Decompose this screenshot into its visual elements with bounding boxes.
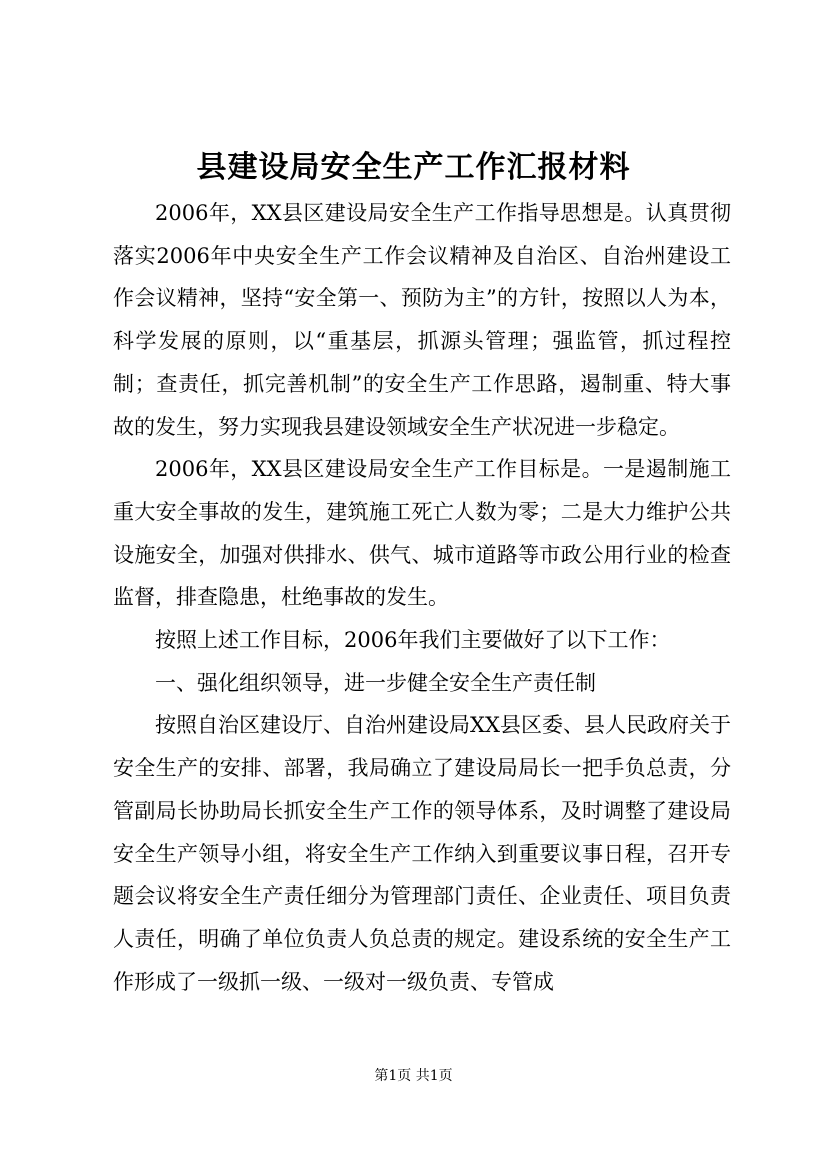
paragraph-work-goals: 2006年，XX县区建设局安全生产工作目标是。一是遏制施工重大安全事故的发生，建筑施工死亡人数为零；二是大力维护公共设施安全，加强对供排水、供气、城市道路等市政公用行业的检查监督，排查隐患，杜绝事故的发生。 (113, 457, 731, 610)
document-body (113, 192, 731, 1003)
paragraph-responsibility: 按照自治区建设厅、自治州建设局XX县区委、县人民政府关于安全生产的安排、部署，我局确立了建设局局长一把手负总责，分管副局长协助局长抓安全生产工作的领导体系，及时调整了建设局安全生产领导小组，将安全生产工作纳入到重要议事日程，召开专题会议将安全生产责任细分为管理部门责任、企业责任、项目负责人责任，明确了单位负责人负总责的规定。建设系统的安全生产工作形成了一级抓一级、一级对一级负责、专管成 (113, 713, 731, 994)
section-heading-1: 一、强化组织领导，进一步健全安全生产责任制 (155, 670, 596, 695)
paragraph-intro-work: 按照上述工作目标，2006年我们主要做好了以下工作： (155, 628, 671, 653)
document-title: 县建设局安全生产工作汇报材料 (196, 150, 631, 185)
page-number-footer: 第1页 共1页 (374, 1068, 453, 1084)
paragraph-guiding-thought: 2006年，XX县区建设局安全生产工作指导思想是。认真贯彻落实2006年中央安全生产工作会议精神及自治区、自治州建设工作会议精神，坚持“安全第一、预防为主”的方针，按照以人为本，科学发展的原则，以“重基层，抓源头管理；强监管，抓过程控制；查责任，抓完善机制”的安全生产工作思路，遏制重、特大事故的发生，努力实现我县建设领域安全生产状况进一步稳定。 (113, 201, 731, 439)
